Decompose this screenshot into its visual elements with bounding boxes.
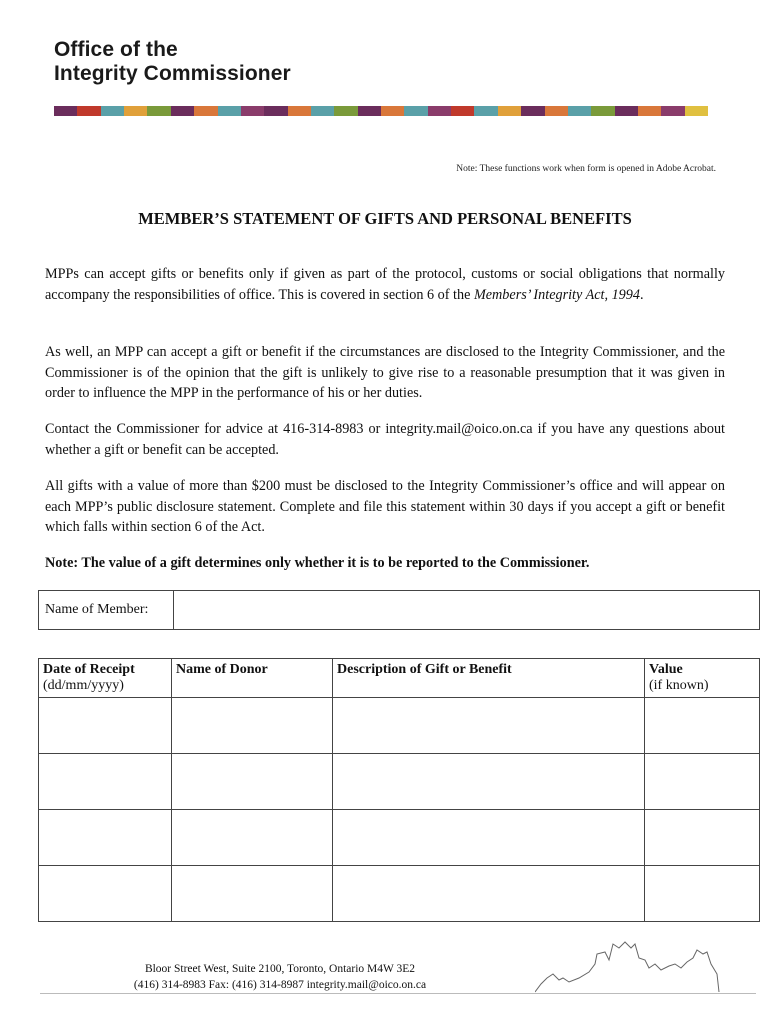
date-field[interactable] bbox=[39, 866, 172, 922]
stripe-segment bbox=[428, 106, 451, 116]
stripe-segment bbox=[661, 106, 684, 116]
stripe-segment bbox=[591, 106, 614, 116]
stripe-segment bbox=[77, 106, 100, 116]
table-row bbox=[39, 698, 760, 754]
footer-contact: (416) 314-8983 Fax: (416) 314-8987 integrity.mail@oico.on.ca bbox=[133, 979, 427, 991]
header-description bbox=[333, 659, 645, 698]
header-date-format: (dd/mm/yyyy) bbox=[43, 678, 124, 693]
header-value-sub: (if known) bbox=[649, 678, 709, 693]
color-stripe bbox=[54, 106, 708, 116]
stripe-segment bbox=[521, 106, 544, 116]
org-name-line2: Integrity Commissioner bbox=[54, 62, 291, 85]
stripe-segment bbox=[498, 106, 521, 116]
stripe-segment bbox=[218, 106, 241, 116]
stripe-segment bbox=[311, 106, 334, 116]
header-date bbox=[39, 659, 172, 698]
stripe-segment bbox=[404, 106, 427, 116]
stripe-segment bbox=[451, 106, 474, 116]
date-field[interactable] bbox=[39, 810, 172, 866]
stripe-segment bbox=[264, 106, 287, 116]
header-donor bbox=[172, 659, 333, 698]
member-name-table bbox=[38, 590, 760, 630]
member-name-label bbox=[39, 591, 174, 630]
header-description-label: Description of Gift or Benefit bbox=[337, 662, 512, 677]
description-field[interactable] bbox=[333, 754, 645, 810]
member-name-field[interactable] bbox=[174, 591, 760, 630]
paragraph-4: All gifts with a value of more than $200 must be disclosed to the Integrity Commissioner’s office and will appear on each MPP’s public disclosure statement. Complete and file this statement within 30 days if you accept a gift or benefit which falls within section 6 of the Act. bbox=[45, 478, 725, 535]
stripe-segment bbox=[54, 106, 77, 116]
date-field[interactable] bbox=[39, 754, 172, 810]
value-field[interactable] bbox=[645, 698, 760, 754]
value-field[interactable] bbox=[645, 866, 760, 922]
gifts-header-row bbox=[39, 659, 760, 698]
page-title: MEMBER’S STATEMENT OF GIFTS AND PERSONAL BENEFITS bbox=[138, 209, 632, 228]
description-field[interactable] bbox=[333, 810, 645, 866]
date-field[interactable] bbox=[39, 698, 172, 754]
stripe-segment bbox=[381, 106, 404, 116]
member-label-text: Name of Member bbox=[45, 602, 145, 617]
stripe-segment bbox=[334, 106, 357, 116]
paragraph-1 bbox=[45, 264, 725, 305]
footer-street: Bloor Street West, Suite 2100, Toronto, Ontario M4W 3E2 bbox=[144, 963, 416, 975]
stripe-segment bbox=[194, 106, 217, 116]
header-value bbox=[645, 659, 760, 698]
org-name-line1: Office of the bbox=[54, 38, 178, 61]
stripe-segment bbox=[615, 106, 638, 116]
acrobat-note: Note: These functions work when form is opened in Adobe Acrobat. bbox=[456, 164, 716, 174]
table-row bbox=[39, 810, 760, 866]
header-value-label: Value bbox=[649, 662, 683, 677]
donor-field[interactable] bbox=[172, 698, 333, 754]
stripe-segment bbox=[474, 106, 497, 116]
act-name: Members’ Integrity Act, 1994 bbox=[473, 286, 640, 303]
table-row bbox=[39, 866, 760, 922]
p1-text: MPPs can accept gifts or benefits only if given as part of the protocol, customs or social obligations that normally accompany the responsibilities of office. This is covered in section 6 of the bbox=[45, 266, 725, 303]
stripe-segment bbox=[241, 106, 264, 116]
stripe-segment bbox=[358, 106, 381, 116]
value-field[interactable] bbox=[645, 810, 760, 866]
member-label-colon: : bbox=[144, 602, 149, 617]
stripe-segment bbox=[124, 106, 147, 116]
stripe-segment bbox=[171, 106, 194, 116]
paragraph-2: As well, an MPP can accept a gift or benefit if the circumstances are disclosed to the Integrity Commissioner, and the Commissioner is of the opinion that the gift is unlikely to give rise to a reasonable presumption that it was given in order to influence the MPP in the performance of his or her duties. bbox=[45, 344, 725, 401]
legislature-skyline-icon bbox=[535, 934, 725, 996]
donor-field[interactable] bbox=[172, 810, 333, 866]
value-field[interactable] bbox=[645, 754, 760, 810]
org-logo bbox=[54, 38, 291, 86]
header-donor-label: Name of Donor bbox=[176, 662, 268, 677]
stripe-segment bbox=[288, 106, 311, 116]
footer-rule bbox=[40, 993, 756, 994]
stripe-segment bbox=[101, 106, 124, 116]
table-row bbox=[39, 754, 760, 810]
stripe-segment bbox=[568, 106, 591, 116]
footer-address bbox=[0, 961, 560, 993]
stripe-segment bbox=[147, 106, 170, 116]
donor-field[interactable] bbox=[172, 866, 333, 922]
description-field[interactable] bbox=[333, 866, 645, 922]
p1-end: . bbox=[639, 286, 644, 303]
donor-field[interactable] bbox=[172, 754, 333, 810]
value-note: Note: The value of a gift determines only whether it is to be reported to the Commissioner. bbox=[45, 555, 590, 571]
gifts-table bbox=[38, 658, 760, 922]
stripe-segment bbox=[685, 106, 708, 116]
paragraph-3: Contact the Commissioner for advice at 416-314-8983 or integrity.mail@oico.on.ca if you have any questions about whether a gift or benefit can be accepted. bbox=[45, 421, 725, 458]
description-field[interactable] bbox=[333, 698, 645, 754]
stripe-segment bbox=[638, 106, 661, 116]
header-date-label: Date of Receipt bbox=[43, 662, 135, 677]
stripe-segment bbox=[545, 106, 568, 116]
